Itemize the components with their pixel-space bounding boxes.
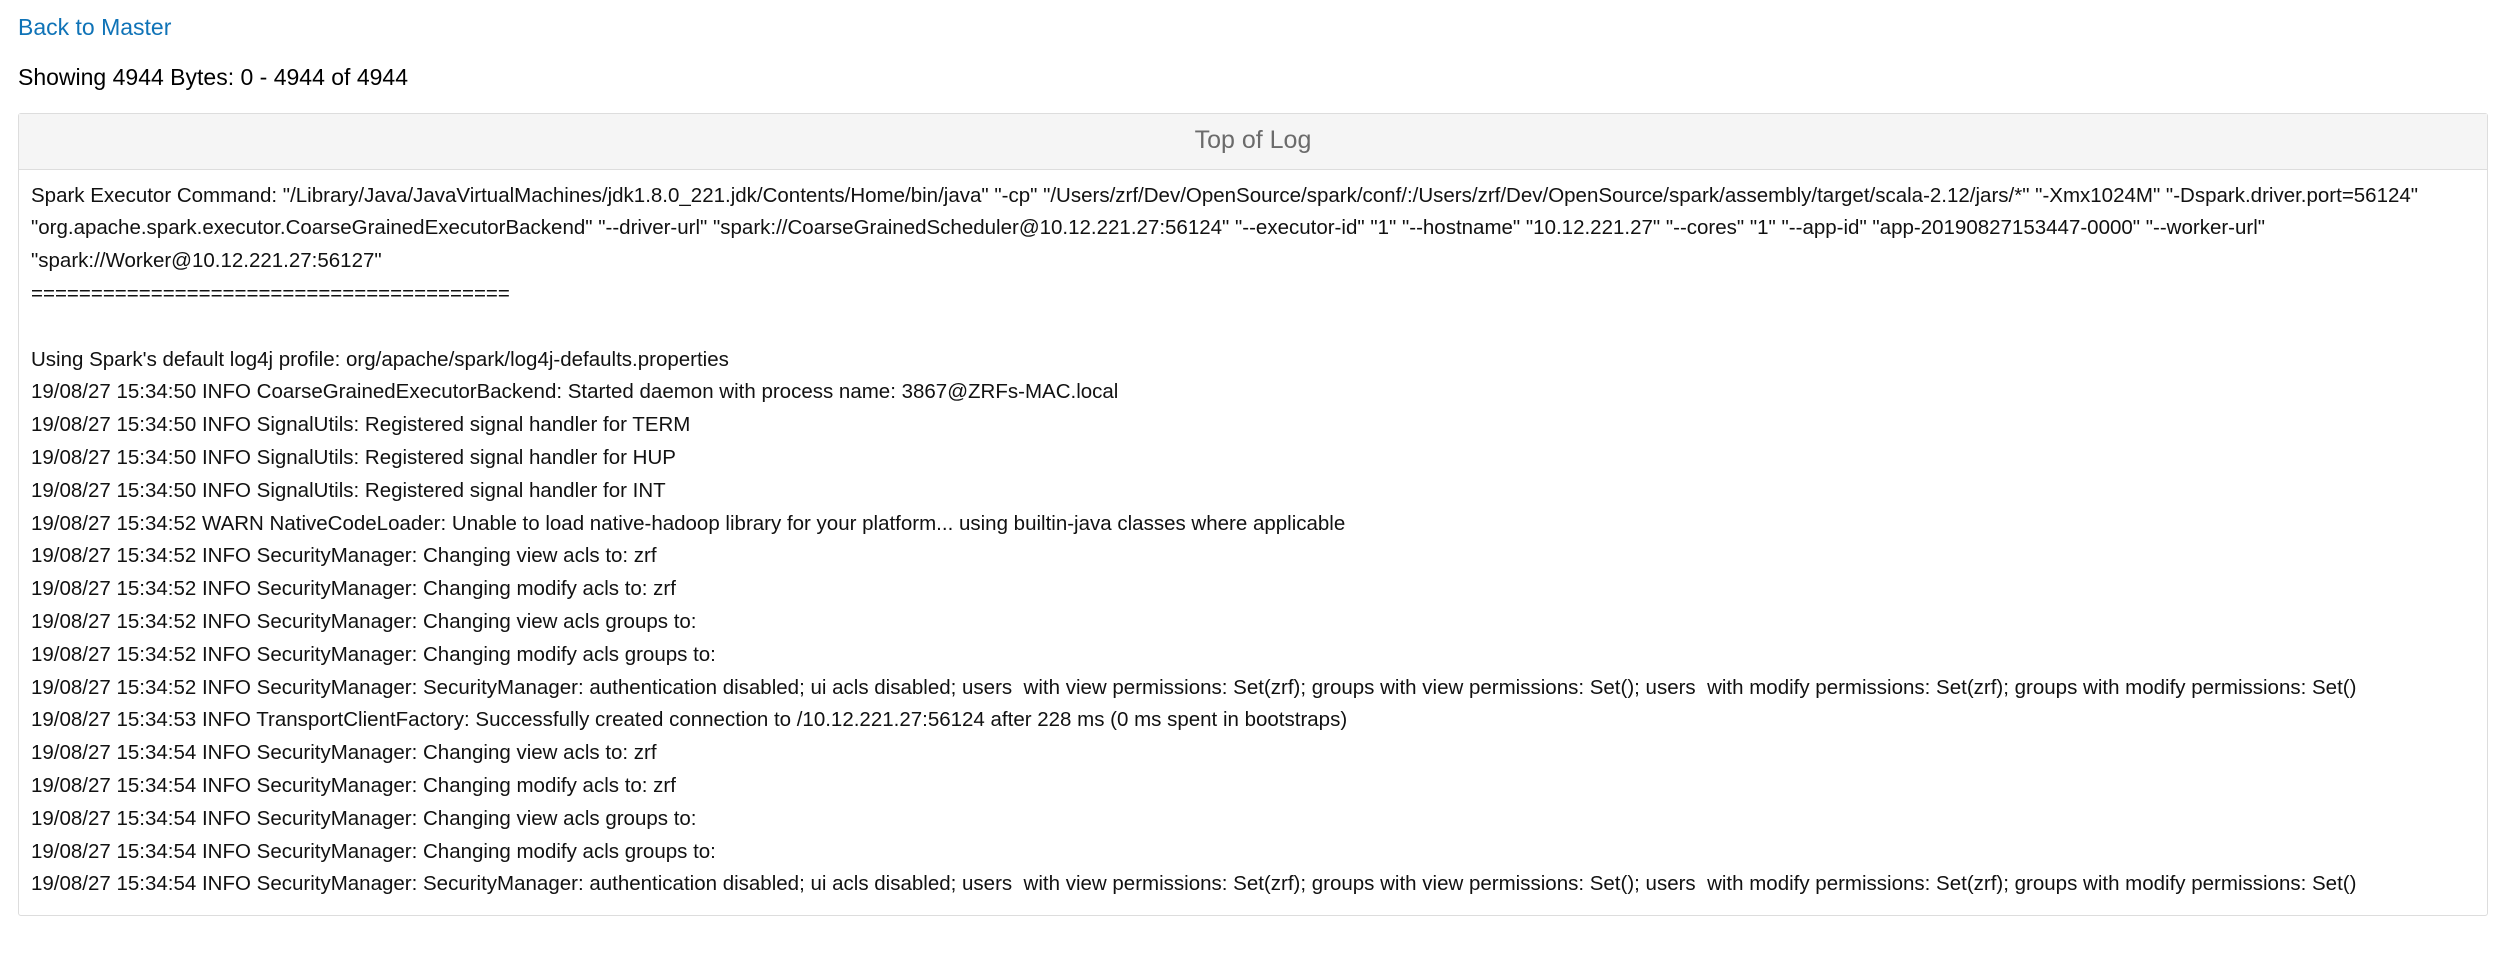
log-line: 19/08/27 15:34:50 INFO CoarseGrainedExecutorBackend: Started daemon with process name: 3867@ZRFs-MAC.local bbox=[31, 380, 1119, 404]
log-line: 19/08/27 15:34:52 INFO SecurityManager: Changing modify acls to: zrf bbox=[31, 577, 676, 601]
log-content[interactable] bbox=[19, 170, 2487, 916]
log-line: 19/08/27 15:34:53 INFO TransportClientFactory: Successfully created connection to /10.12.221.27:56124 after 228 ms (0 ms spent in bootstraps) bbox=[31, 708, 1348, 732]
log-line: 19/08/27 15:34:54 INFO SecurityManager: Changing view acls to: zrf bbox=[31, 741, 657, 765]
log-line bbox=[31, 311, 2475, 344]
log-line: 19/08/27 15:34:50 INFO SignalUtils: Registered signal handler for HUP bbox=[31, 446, 676, 470]
log-line: 19/08/27 15:34:54 INFO SecurityManager: Changing modify acls to: zrf bbox=[31, 774, 676, 798]
log-line: Using Spark's default log4j profile: org/apache/spark/log4j-defaults.properties bbox=[31, 347, 729, 371]
log-line: 19/08/27 15:34:50 INFO SignalUtils: Registered signal handler for TERM bbox=[31, 413, 691, 437]
log-line: 19/08/27 15:34:54 INFO SecurityManager: Changing modify acls groups to: bbox=[31, 839, 716, 863]
log-line: 19/08/27 15:34:54 INFO SecurityManager: Changing view acls groups to: bbox=[31, 806, 697, 830]
log-line: 19/08/27 15:34:52 INFO SecurityManager: Changing view acls to: zrf bbox=[31, 544, 657, 568]
log-line: 19/08/27 15:34:52 INFO SecurityManager: Changing view acls groups to: bbox=[31, 610, 697, 634]
log-line: 19/08/27 15:34:52 WARN NativeCodeLoader: Unable to load native-hadoop library for your platform... using builtin-java classes where applicable bbox=[31, 511, 1346, 535]
log-line: 19/08/27 15:34:52 INFO SecurityManager: Changing modify acls groups to: bbox=[31, 642, 716, 666]
log-line: 19/08/27 15:34:50 INFO SignalUtils: Registered signal handler for INT bbox=[31, 478, 666, 502]
log-line: Spark Executor Command: "/Library/Java/JavaVirtualMachines/jdk1.8.0_221.jdk/Contents/Home/bin/java" "-cp" "/Users/zrf/Dev/OpenSource/spark/conf/:/Users/zrf/Dev/OpenSource/spark/assembly/target/scala-2.12/jars/*" "-Xmx1024M" "-Dspark.driver.port=56124" "org.apache.spark.executor.CoarseGrainedExecutorBackend" "--driver-url" "spark://CoarseGrainedScheduler@10.12.221.27:56124" "--executor-id" "1" "--hostname" "10.12.221.27" "--cores" "1" "--app-id" "app-20190827153447-0000" "--worker-url" "spark://Worker@10.12.221.27:56127" bbox=[31, 183, 2424, 273]
log-panel bbox=[18, 113, 2488, 916]
log-line: ======================================== bbox=[31, 282, 510, 306]
log-panel-header: Top of Log bbox=[19, 114, 2487, 170]
back-to-master-link[interactable]: Back to Master bbox=[18, 14, 172, 40]
log-line: 19/08/27 15:34:52 INFO SecurityManager: SecurityManager: authentication disabled; ui acls disabled; users with view permissions: Set(zrf); groups with view permissions: Set(); users with modify permissions: Set(zrf); groups with modify permissions: Set() bbox=[31, 675, 2357, 699]
showing-bytes-status: Showing 4944 Bytes: 0 - 4944 of 4944 bbox=[18, 63, 409, 90]
log-line: 19/08/27 15:34:54 INFO SecurityManager: SecurityManager: authentication disabled; ui acls disabled; users with view permissions: Set(zrf); groups with view permissions: Set(); users with modify permissions: Set(zrf); groups with modify permissions: Set() bbox=[31, 872, 2357, 896]
